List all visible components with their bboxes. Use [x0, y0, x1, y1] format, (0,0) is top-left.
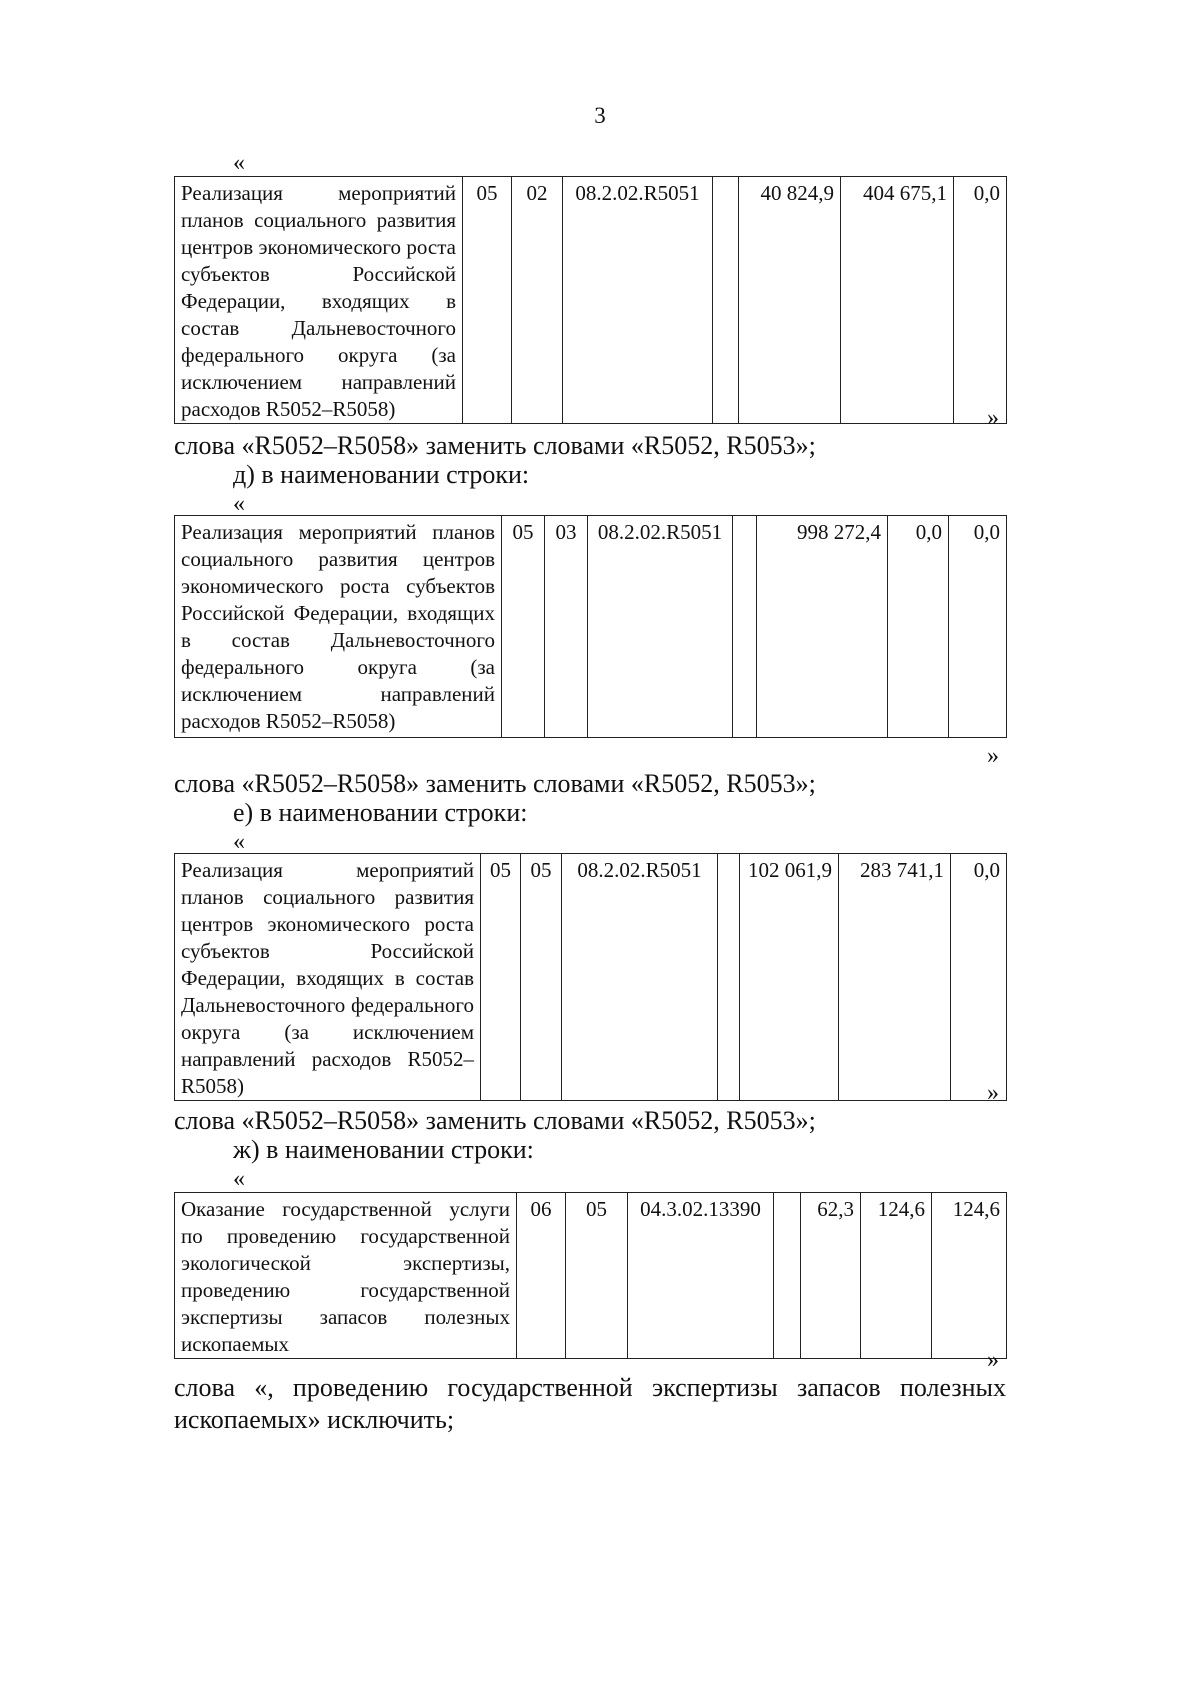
amendment-instruction: слова «R5052–R5058» заменить словами «R5052, R5053»; [174, 769, 816, 798]
section-code: 05 [502, 516, 545, 738]
expense-type-code [718, 854, 740, 1101]
target-article-code: 08.2.02.R5051 [563, 177, 713, 424]
amount-2: 0,0 [888, 516, 949, 738]
row-name: Оказание государственной услуги по проведению государственной экологической экспертизы, проведению государственной экспертизы запасов полезных ископаемых [175, 1193, 517, 1359]
page-number: 3 [594, 103, 606, 128]
subsection-code: 03 [545, 516, 588, 738]
table-row [175, 516, 1007, 738]
open-quote: « [233, 829, 245, 855]
amount-1: 40 824,9 [739, 177, 841, 424]
row-name: Реализация мероприятий планов социального развития центров экономического роста субъектов Российской Федерации, входящих в состав Дальневосточного федерального округа (за исключением направлений расходов R5052–R5058) [175, 854, 481, 1101]
open-quote: « [233, 1166, 245, 1192]
section-intro: д) в наименовании строки: [233, 460, 530, 489]
amount-2: 124,6 [861, 1193, 932, 1359]
amount-2: 404 675,1 [841, 177, 954, 424]
amount-2: 283 741,1 [839, 854, 951, 1101]
subsection-code: 05 [566, 1193, 628, 1359]
amendment-table-2 [174, 515, 1007, 738]
amount-1: 102 061,9 [740, 854, 839, 1101]
open-quote: « [233, 150, 245, 176]
table-row [175, 1193, 1007, 1359]
subsection-code: 05 [521, 854, 562, 1101]
amendment-table-1 [174, 176, 1007, 424]
row-name: Реализация мероприятий планов социального развития центров экономического роста субъектов Российской Федерации, входящих в состав Дальневосточного федерального округа (за исключением направлений расходов R5052–R5058) [175, 177, 463, 424]
amount-3: 0,0 [951, 854, 1007, 1101]
amendment-table-3 [174, 853, 1007, 1101]
section-intro: ж) в наименовании строки: [233, 1135, 534, 1164]
close-quote: » [987, 1347, 999, 1373]
amount-3: 0,0 [949, 516, 1007, 738]
target-article-code: 08.2.02.R5051 [562, 854, 718, 1101]
subsection-code: 02 [512, 177, 563, 424]
section-code: 05 [481, 854, 521, 1101]
amount-3: 124,6 [932, 1193, 1007, 1359]
close-quote: » [987, 743, 999, 769]
section-intro: е) в наименовании строки: [233, 798, 528, 827]
amount-3: 0,0 [954, 177, 1007, 424]
row-name: Реализация мероприятий планов социального развития центров экономического роста субъектов Российской Федерации, входящих в состав Дальневосточного федерального округа (за исключением направлений расходов R5052–R5058) [175, 516, 502, 738]
section-code: 06 [517, 1193, 566, 1359]
expense-type-code [774, 1193, 801, 1359]
amendment-table-4 [174, 1192, 1007, 1359]
close-quote: » [987, 1080, 999, 1106]
expense-type-code [713, 177, 739, 424]
table-row [175, 854, 1007, 1101]
target-article-code: 08.2.02.R5051 [588, 516, 733, 738]
amendment-instruction: слова «R5052–R5058» заменить словами «R5052, R5053»; [174, 431, 816, 460]
amendment-instruction: слова «, проведению государственной экспертизы запасов полезных ископаемых» исключить; [174, 1373, 1006, 1434]
amount-1: 62,3 [801, 1193, 861, 1359]
amount-1: 998 272,4 [757, 516, 888, 738]
section-code: 05 [463, 177, 512, 424]
table-row [175, 177, 1007, 424]
target-article-code: 04.3.02.13390 [628, 1193, 774, 1359]
expense-type-code [733, 516, 757, 738]
close-quote: » [987, 405, 999, 431]
open-quote: « [233, 491, 245, 517]
amendment-instruction: слова «R5052–R5058» заменить словами «R5052, R5053»; [174, 1106, 816, 1135]
